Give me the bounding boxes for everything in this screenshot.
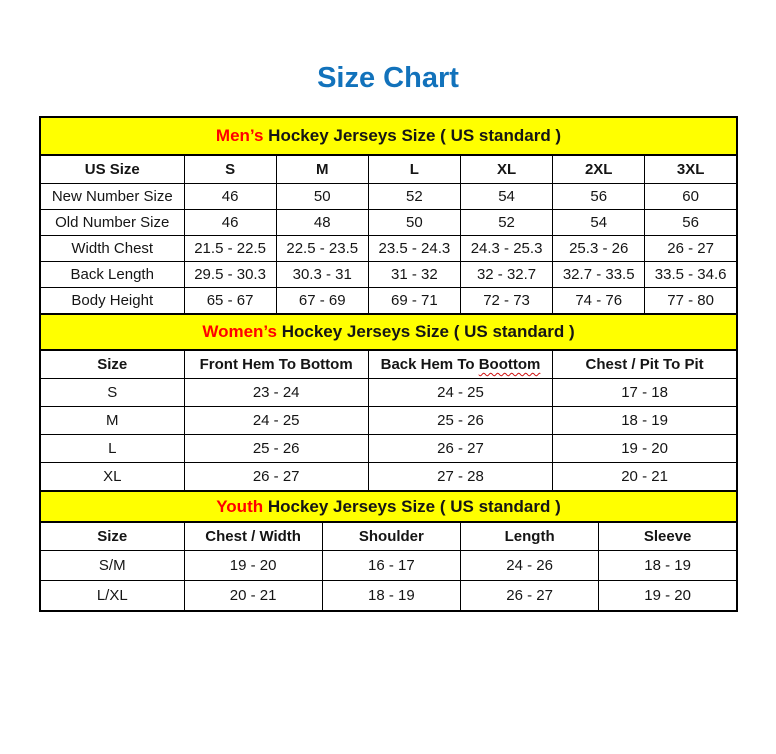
mens-table-title-accent: Men’s (215, 126, 264, 145)
table-cell: 21.5 - 22.5 (184, 236, 276, 262)
table-cell: 32 - 32.7 (460, 262, 552, 288)
table-cell: 24 - 25 (184, 407, 368, 435)
table-cell: 18 - 19 (322, 581, 460, 612)
column-header: Size (40, 350, 184, 379)
table-cell: 20 - 21 (553, 463, 737, 492)
table-cell: 23 - 24 (184, 379, 368, 407)
table-cell: 18 - 19 (599, 551, 737, 581)
table-cell: 69 - 71 (368, 288, 460, 315)
table-cell: 50 (368, 210, 460, 236)
row-label: XL (40, 463, 184, 492)
table-row (40, 407, 737, 435)
womens-size-table (39, 313, 738, 492)
table-cell: 56 (553, 184, 645, 210)
row-label: L (40, 435, 184, 463)
table-cell: 19 - 20 (553, 435, 737, 463)
womens-header-row (40, 350, 737, 379)
mens-table-title-rest: Hockey Jerseys Size ( US standard ) (263, 126, 562, 145)
womens-table-title-accent: Women’s (202, 322, 277, 341)
column-header: Length (461, 522, 599, 551)
column-header-text: Back Hem To (380, 356, 479, 373)
womens-table-band (40, 314, 737, 350)
table-row (40, 288, 737, 315)
mens-header-row (40, 155, 737, 184)
table-row (40, 435, 737, 463)
table-cell: 19 - 20 (184, 551, 322, 581)
table-cell: 18 - 19 (553, 407, 737, 435)
column-header: Size (40, 522, 184, 551)
row-label: L/XL (40, 581, 184, 612)
table-cell: 46 (184, 210, 276, 236)
table-cell: 24 - 25 (368, 379, 552, 407)
table-row (40, 581, 737, 612)
column-header: S (184, 155, 276, 184)
table-row (40, 236, 737, 262)
mens-size-table (39, 116, 738, 315)
table-cell: 20 - 21 (184, 581, 322, 612)
youth-table-title (40, 491, 737, 522)
column-header: Sleeve (599, 522, 737, 551)
table-cell: 74 - 76 (553, 288, 645, 315)
row-label: Old Number Size (40, 210, 184, 236)
row-label: S (40, 379, 184, 407)
table-row (40, 463, 737, 492)
table-row (40, 262, 737, 288)
column-header: Chest / Width (184, 522, 322, 551)
table-cell: 50 (276, 184, 368, 210)
row-label: M (40, 407, 184, 435)
table-row (40, 379, 737, 407)
table-cell: 52 (368, 184, 460, 210)
column-header: Chest / Pit To Pit (553, 350, 737, 379)
womens-table-title (40, 314, 737, 350)
column-header: M (276, 155, 368, 184)
table-cell: 23.5 - 24.3 (368, 236, 460, 262)
table-cell: 54 (460, 184, 552, 210)
table-cell: 77 - 80 (645, 288, 737, 315)
table-cell: 31 - 32 (368, 262, 460, 288)
column-header: XL (460, 155, 552, 184)
table-cell: 17 - 18 (553, 379, 737, 407)
table-cell: 30.3 - 31 (276, 262, 368, 288)
column-header: Front Hem To Bottom (184, 350, 368, 379)
youth-table-title-accent: Youth (216, 496, 264, 516)
size-chart (39, 116, 738, 612)
column-header: Shoulder (322, 522, 460, 551)
mens-table-band (40, 117, 737, 155)
misspelled-word: Boottom (478, 356, 541, 373)
youth-size-table (39, 490, 738, 612)
row-label: Body Height (40, 288, 184, 315)
table-cell: 22.5 - 23.5 (276, 236, 368, 262)
row-label: New Number Size (40, 184, 184, 210)
column-header: L (368, 155, 460, 184)
table-cell: 27 - 28 (368, 463, 552, 492)
table-cell: 25 - 26 (368, 407, 552, 435)
page-title: Size Chart (317, 62, 459, 94)
table-cell: 67 - 69 (276, 288, 368, 315)
table-cell: 25 - 26 (184, 435, 368, 463)
column-header: US Size (40, 155, 184, 184)
table-row (40, 184, 737, 210)
table-cell: 54 (553, 210, 645, 236)
table-cell: 25.3 - 26 (553, 236, 645, 262)
table-cell: 32.7 - 33.5 (553, 262, 645, 288)
table-cell: 72 - 73 (460, 288, 552, 315)
table-row (40, 551, 737, 581)
row-label: Back Length (40, 262, 184, 288)
mens-table-title (40, 117, 737, 155)
table-cell: 60 (645, 184, 737, 210)
table-cell: 16 - 17 (322, 551, 460, 581)
table-cell: 29.5 - 30.3 (184, 262, 276, 288)
table-cell: 24.3 - 25.3 (460, 236, 552, 262)
table-cell: 26 - 27 (368, 435, 552, 463)
column-header: 2XL (553, 155, 645, 184)
row-label: S/M (40, 551, 184, 581)
row-label: Width Chest (40, 236, 184, 262)
table-cell: 26 - 27 (645, 236, 737, 262)
youth-header-row (40, 522, 737, 551)
table-cell: 26 - 27 (184, 463, 368, 492)
table-cell: 52 (460, 210, 552, 236)
table-cell: 65 - 67 (184, 288, 276, 315)
table-cell: 56 (645, 210, 737, 236)
table-row (40, 210, 737, 236)
table-cell: 19 - 20 (599, 581, 737, 612)
table-cell: 26 - 27 (461, 581, 599, 612)
youth-table-band (40, 491, 737, 522)
table-cell: 48 (276, 210, 368, 236)
table-cell: 46 (184, 184, 276, 210)
column-header (368, 350, 552, 379)
womens-table-title-rest: Hockey Jerseys Size ( US standard ) (276, 322, 575, 341)
column-header: 3XL (645, 155, 737, 184)
table-cell: 24 - 26 (461, 551, 599, 581)
table-cell: 33.5 - 34.6 (645, 262, 737, 288)
youth-table-title-rest: Hockey Jerseys Size ( US standard ) (263, 496, 561, 516)
